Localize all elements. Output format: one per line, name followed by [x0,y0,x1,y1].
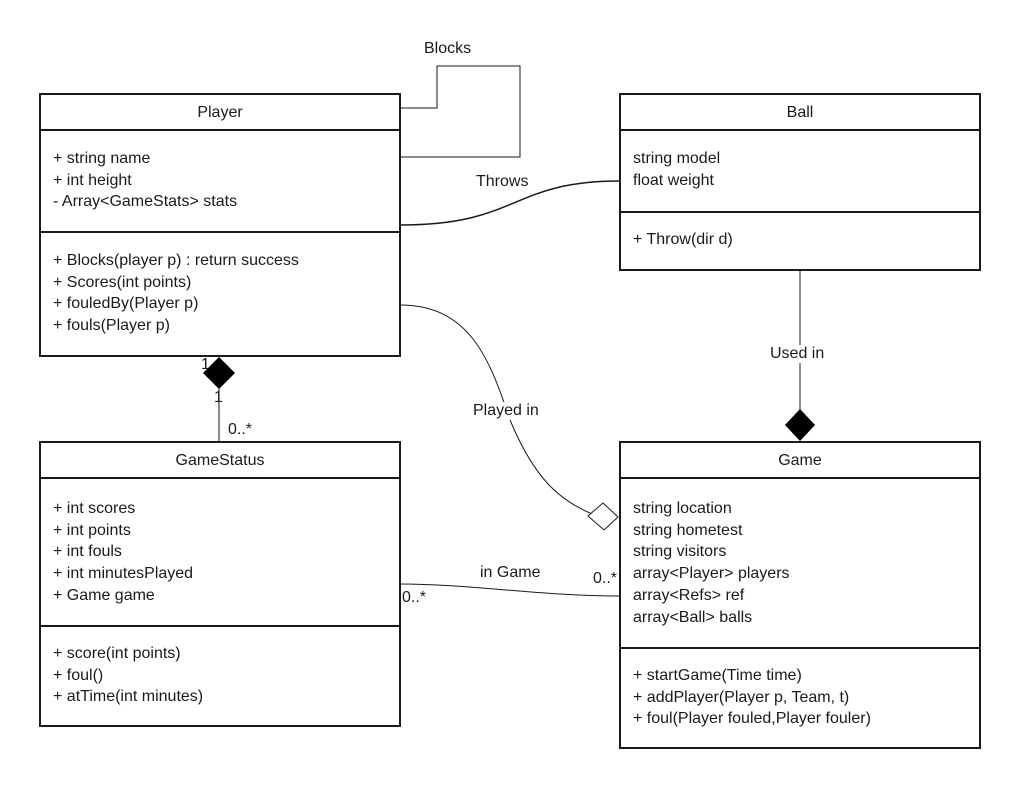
gamestatus-attribute: + int minutesPlayed [53,565,194,583]
gamestatus-multiplicity: 0..* [228,421,253,438]
gamestatus-method: + score(int points) [53,645,181,662]
game-attribute: string location [633,500,732,517]
game-method: + addPlayer(Player p, Team, t) [633,688,850,706]
player-multiplicity: 1 [201,356,210,373]
player-attribute: - Array<GameStats> stats [53,193,238,211]
ball-class[interactable] [619,93,981,271]
in-game-association-line [400,584,620,596]
gamestatus-attribute: + Game game [53,586,155,604]
game-section-divider [621,647,979,649]
gamestatus-section-divider [41,625,399,627]
game-class-name: Game [621,443,979,479]
ball-method: + Throw(dir d) [633,231,733,248]
throws-label: Throws [476,173,529,190]
used-in-composition-diamond [785,409,815,441]
player-method: + fouls(Player p) [53,317,170,335]
gamestatus-class[interactable] [39,441,401,727]
game-class[interactable] [619,441,981,749]
gamestatus-attribute: + int fouls [53,543,122,561]
game-attribute: array<Player> players [633,565,790,583]
ball-attribute: float weight [633,171,714,189]
game-attribute: string hometest [633,521,743,539]
player-method: + Scores(int points) [53,273,192,291]
gamestatus-methods [41,643,399,708]
game-attribute: array<Refs> ref [633,586,745,604]
blocks-self-association-line [400,66,520,157]
game-method: + startGame(Time time) [633,667,802,684]
player-multiplicity-secondary: 1 [214,389,223,406]
game-attribute: array<Ball> balls [633,608,753,626]
played-in-aggregation-diamond [588,503,618,530]
player-class-name: Player [41,95,399,131]
player-methods [41,250,399,337]
in-game-multiplicity-right: 0..* [593,570,618,587]
player-method: + Blocks(player p) : return success [53,252,299,269]
game-attributes [621,498,979,628]
gamestatus-attributes [41,498,399,607]
ball-attribute: string model [633,150,721,167]
ball-methods [621,229,979,251]
player-section-divider [41,231,399,233]
gamestatus-method: + foul() [53,666,104,684]
player-method: + fouledBy(Player p) [53,295,199,313]
player-attribute: + string name [53,150,151,167]
game-attribute: string visitors [633,543,727,561]
gamestatus-class-name: GameStatus [41,443,399,479]
game-method: + foul(Player fouled,Player fouler) [633,710,871,728]
gamestatus-attribute: + int scores [53,500,136,517]
in-game-label: in Game [480,564,541,581]
played-in-label: Played in [473,402,539,419]
player-attribute: + int height [53,171,132,189]
ball-class-name: Ball [621,95,979,131]
ball-attributes [621,148,979,191]
used-in-label: Used in [770,345,825,362]
gamestatus-attribute: + int points [53,521,131,539]
game-methods [621,665,979,730]
in-game-multiplicity-left: 0..* [402,589,427,606]
ball-section-divider [621,211,979,213]
gamestatus-method: + atTime(int minutes) [53,688,204,706]
blocks-label: Blocks [424,40,472,57]
player-class[interactable] [39,93,401,357]
player-attributes [41,148,399,213]
